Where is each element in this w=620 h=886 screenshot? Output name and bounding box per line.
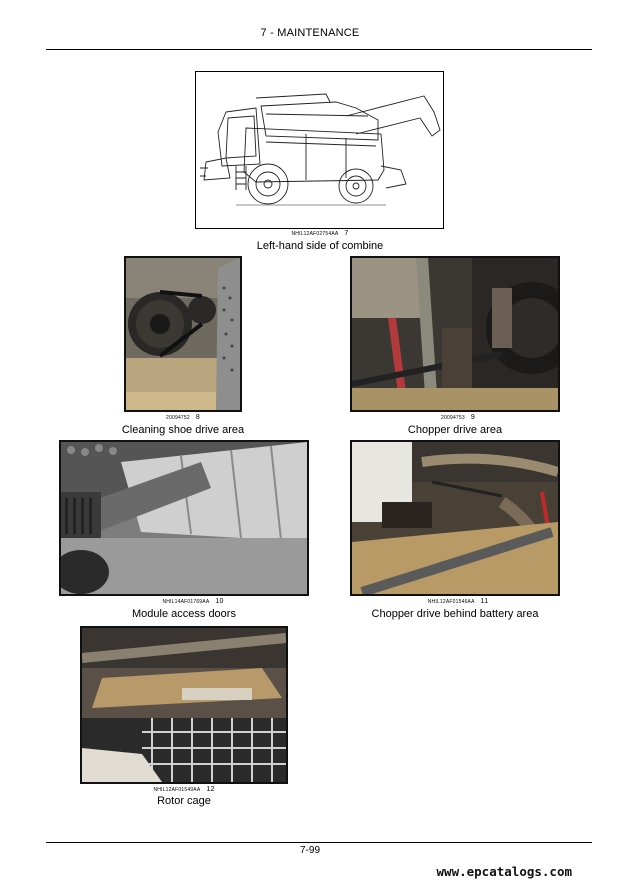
figure-9-caption: Chopper drive area: [407, 424, 503, 436]
combine-diagram: [195, 71, 444, 229]
cleaning-shoe-photo: [124, 256, 242, 412]
header-rule: [46, 49, 592, 50]
figure-11-ref: NHIL12AF01546AA 11: [427, 598, 489, 605]
figure-8-ref: 20094752 8: [166, 414, 200, 421]
figure-10-caption: Module access doors: [132, 608, 236, 620]
figure-11-caption: Chopper drive behind battery area: [371, 608, 539, 620]
page-number: 7-99: [299, 845, 320, 856]
figure-7-ref: NHIL12AF02754AA 7: [291, 230, 349, 237]
figure-12-caption: Rotor cage: [157, 795, 211, 807]
page-header-title: 7 - MAINTENANCE: [260, 27, 360, 39]
figure-8-caption: Cleaning shoe drive area: [121, 424, 245, 436]
rotor-cage-photo: [80, 626, 288, 784]
module-access-doors-photo: [59, 440, 309, 596]
figure-10-ref: NHIL14AF01769AA 10: [162, 598, 224, 605]
chopper-drive-photo: [350, 256, 560, 412]
chopper-battery-photo: [350, 440, 560, 596]
figure-12-ref: NHIL12AF01549AA 12: [153, 786, 215, 793]
figure-9-ref: 20094753 9: [441, 414, 475, 421]
watermark-url: www.epcatalogs.com: [436, 864, 572, 879]
footer-rule: [46, 842, 592, 843]
figure-7-caption: Left-hand side of combine: [256, 240, 384, 252]
